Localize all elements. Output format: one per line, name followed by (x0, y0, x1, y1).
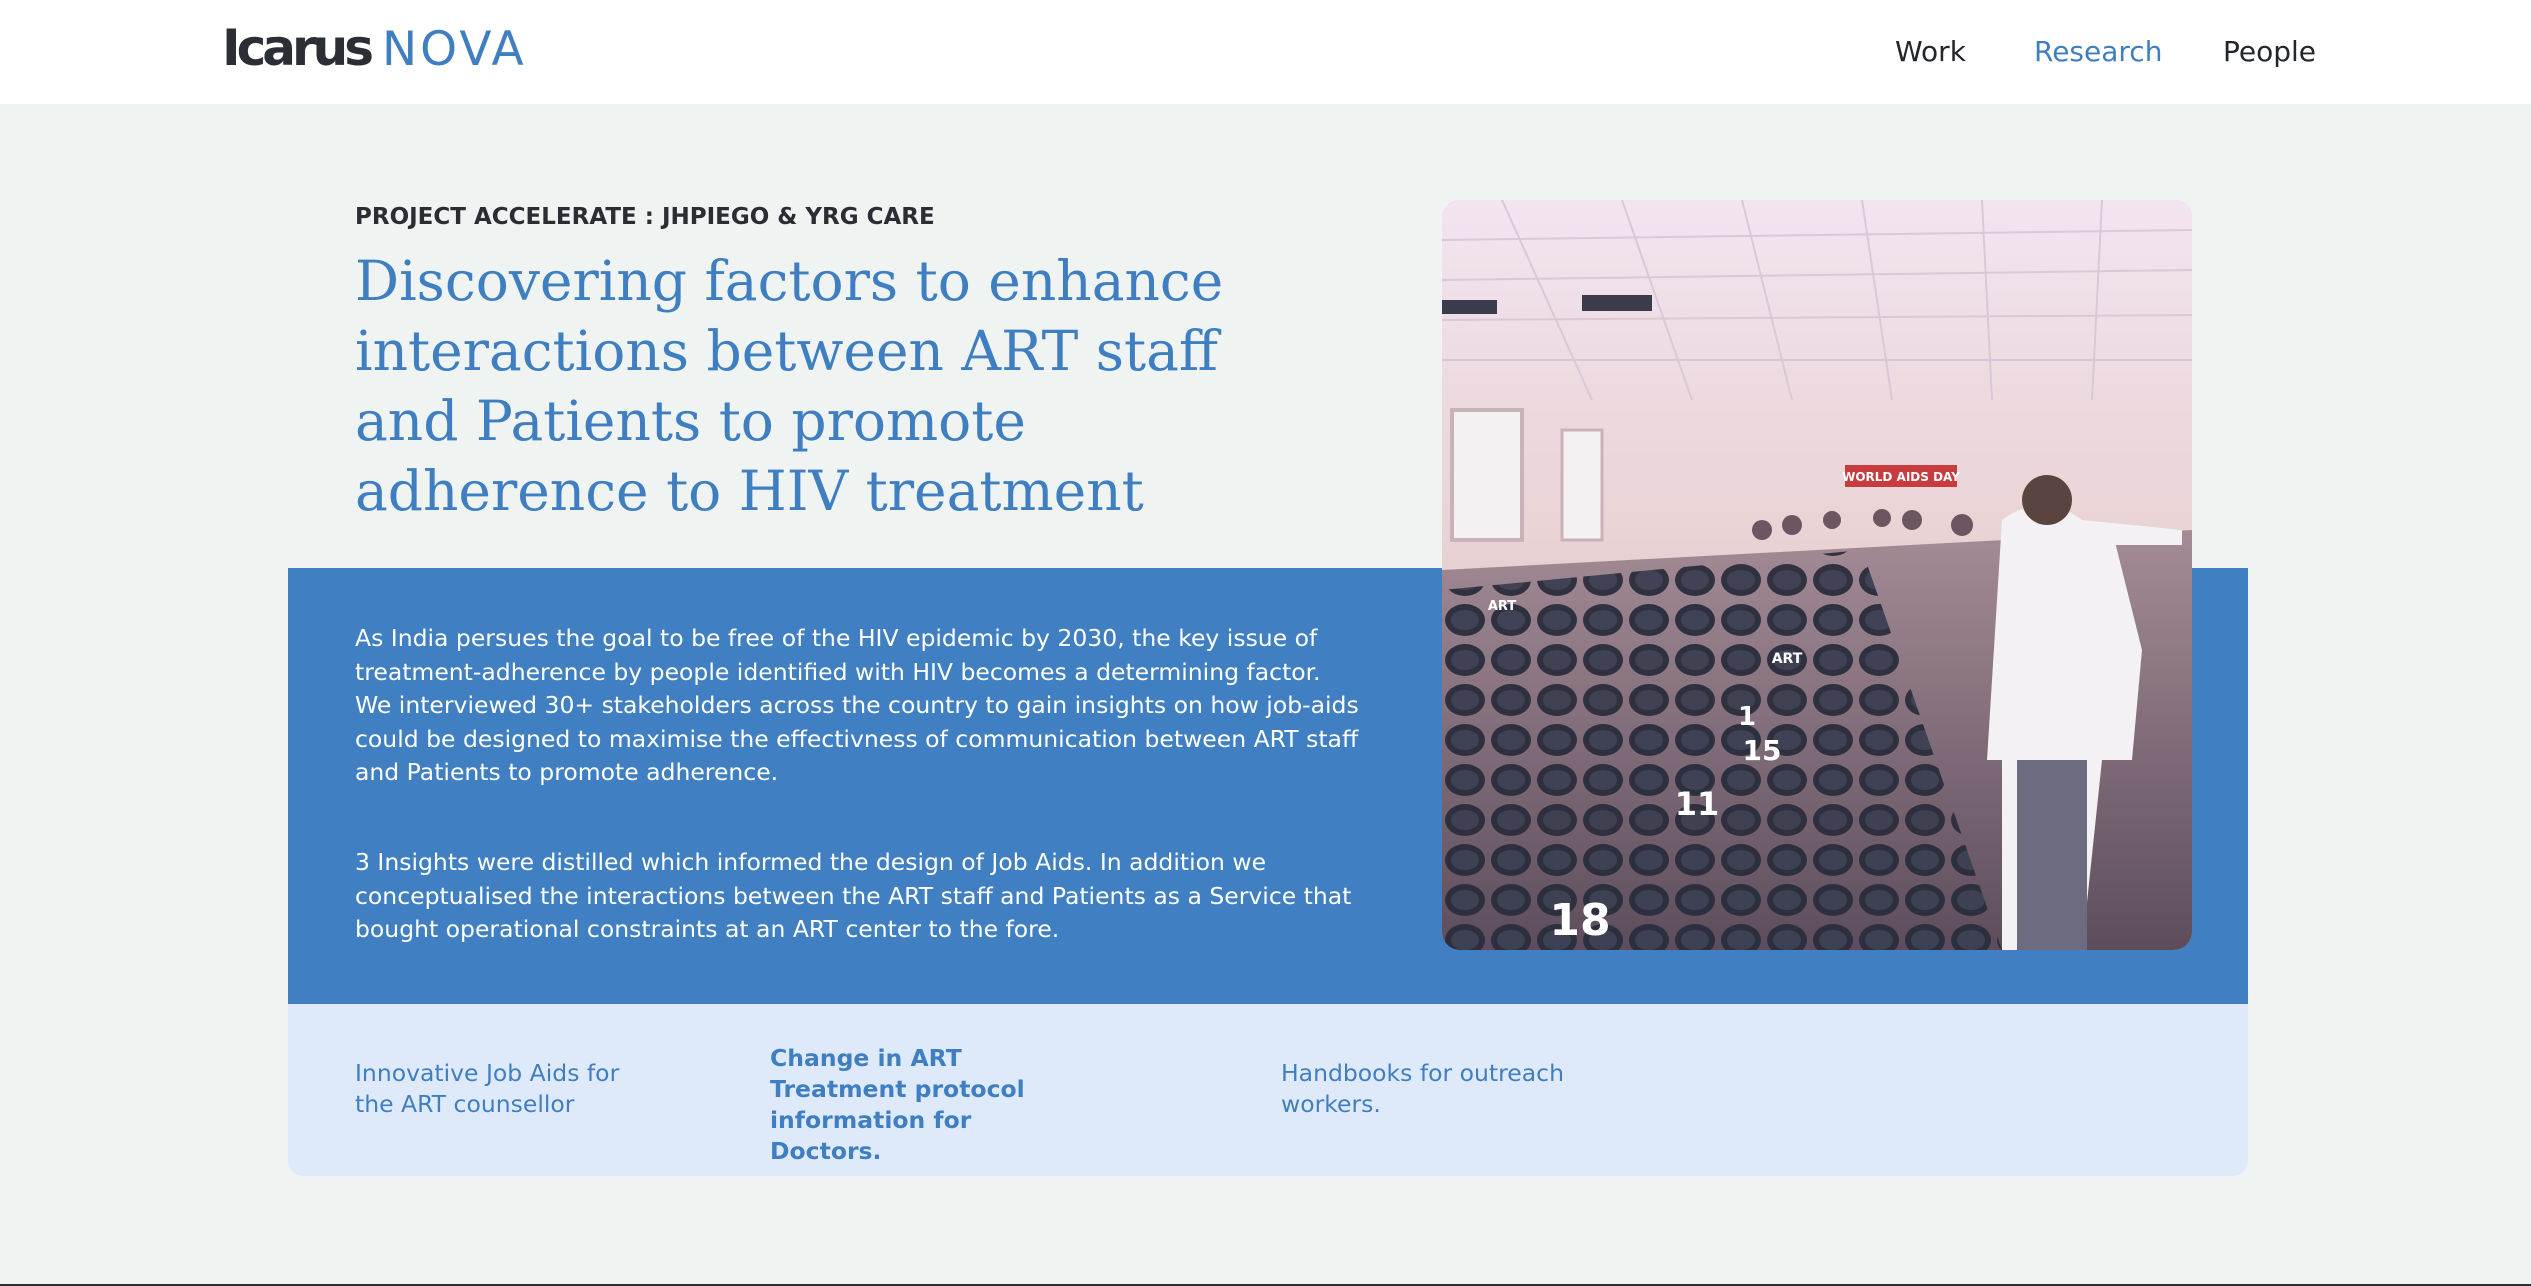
outcome-item-handbooks: Handbooks for outreach workers. (1281, 1059, 1564, 1118)
logo-wordmark-icarus: Icarus (222, 19, 370, 77)
chair-number-18: 18 (1549, 895, 1611, 946)
chair-number-11: 11 (1674, 785, 1720, 823)
chair-label-art-2: ART (1771, 651, 1803, 667)
summary-paragraph-2: 3 Insights were distilled which informed the design of Job Aids. In addition we conceptualised the interactions between the ART staff and Patients as a Service that bought operational constraints at an ART center to the fore. (355, 848, 1352, 943)
nav-link-work[interactable]: Work (1895, 35, 1966, 68)
page-title: Discovering factors to enhance interactions between ART staff and Patients to promote adherence to HIV treatment (355, 249, 1224, 523)
chair-label-art: ART (1487, 599, 1517, 614)
project-kicker: PROJECT ACCELERATE : JHPIEGO & YRG CARE (355, 204, 935, 230)
chair-number-15: 15 (1742, 734, 1782, 767)
nav-link-people[interactable]: People (2223, 35, 2317, 68)
project-photo (1442, 200, 2192, 950)
logo-wordmark-nova: NOVA (382, 22, 527, 77)
nav-link-research[interactable]: Research (2034, 35, 2163, 68)
outcome-item-treatment-protocol: Change in ART Treatment protocol information for Doctors. (770, 1044, 1025, 1165)
chair-number-1: 1 (1737, 702, 1757, 732)
photo-banner-text: WORLD AIDS DAY (1842, 470, 1960, 484)
brand-logo[interactable] (222, 18, 527, 78)
summary-paragraph-1: As India persues the goal to be free of the HIV epidemic by 2030, the key issue of treatment-adherence by people identified with HIV becomes a determining factor. We interviewed 30+ stakeholders across the country to gain insights on how job-aids could be designed to maximise the effectivness of communication between ART staff and Patients to promote adherence. (355, 624, 1359, 786)
outcome-item-job-aids: Innovative Job Aids for the ART counsellor (355, 1059, 620, 1118)
top-navigation-bar (0, 0, 2531, 104)
